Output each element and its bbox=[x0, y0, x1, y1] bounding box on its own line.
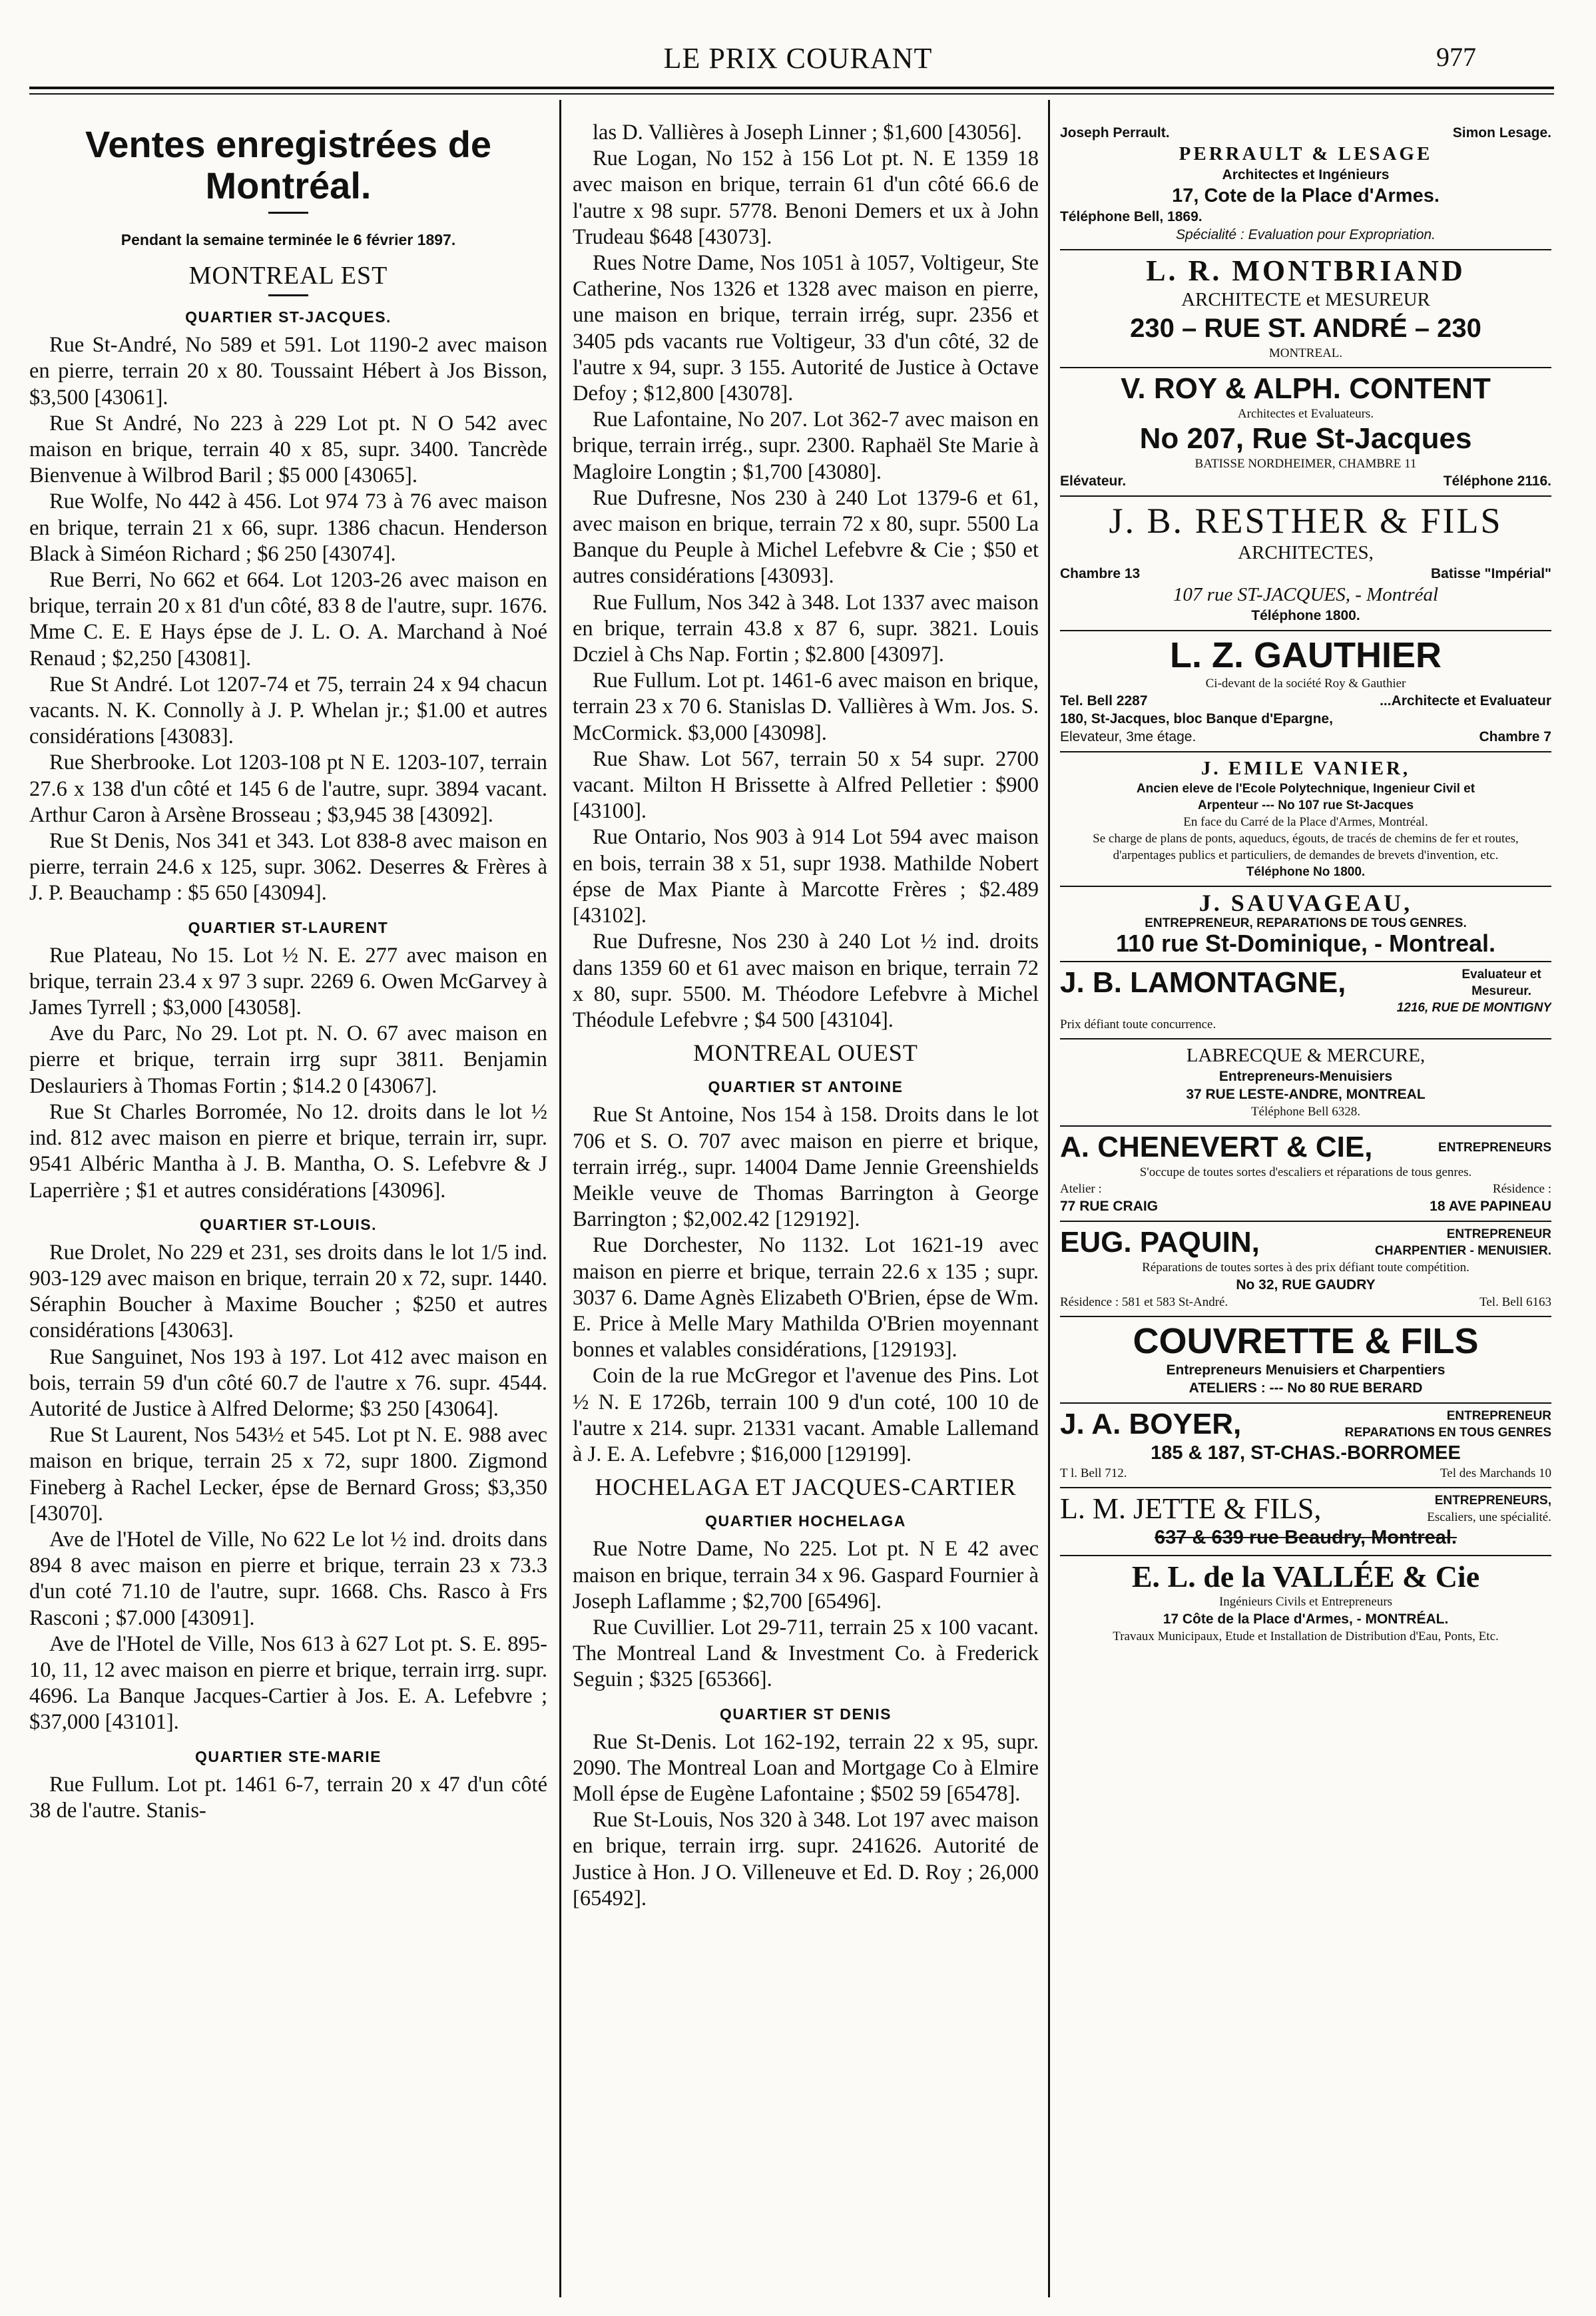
section-subtitle: Pendant la semaine terminée le 6 février 1897. bbox=[121, 231, 456, 248]
running-header: LE PRIX COURANT bbox=[663, 42, 933, 75]
ad-firm-name: LABRECQUE & MERCURE, bbox=[1186, 1045, 1426, 1066]
sale-entry: Rue Shaw. Lot 567, terrain 50 x 54 supr. 2700 vacant. Milton H Brissette à Alfred Pelletier : $900 [43100]. bbox=[573, 746, 1039, 824]
ad-profession: ARCHITECTES, bbox=[1238, 542, 1374, 563]
ad-chenevert bbox=[1060, 1127, 1551, 1222]
sale-entry: Rue Plateau, No 15. Lot ½ N. E. 277 avec maison en brique, terrain 23.4 x 97 3 supr. 2269 6. Owen McGarvey à James Tyrrell ; $3,000 [43058]. bbox=[29, 943, 547, 1020]
ad-profession: ...Architecte et Evaluateur bbox=[1380, 693, 1551, 709]
ad-firm-name: E. L. de la VALLÉE & Cie bbox=[1131, 1560, 1480, 1593]
ad-city: MONTREAL. bbox=[1268, 346, 1343, 360]
sale-entry: Rue Dufresne, Nos 230 à 240 Lot 1379-6 et 61, avec maison en brique, terrain 72 x 80, supr. 5500 La Banque du Peuple à Michel Lefebvre & Cie ; $50 et autres considérations [43093]. bbox=[573, 485, 1039, 589]
ad-note: Ci-devant de la société Roy & Gauthier bbox=[1205, 677, 1406, 691]
ad-profession: CHARPENTIER - MENUISIER. bbox=[1375, 1244, 1551, 1258]
sale-entry: Rue Dorchester, No 1132. Lot 1621-19 avec maison en pierre et brique, terrain 22.6 x 135 ; supr. 3037 6. Dame Agnès Elizabeth O'Brien, épse de Wm. E. Price à Melle Mary Mathilda O'Brien moyennant bonnes et valables considérations, [129193]. bbox=[573, 1233, 1039, 1362]
ad-profession: REPARATIONS EN TOUS GENRES bbox=[1344, 1426, 1551, 1440]
sale-entry: Rue Wolfe, No 442 à 456. Lot 974 73 à 76 avec maison en brique, terrain 21 x 66, supr. 1386 chacun. Henderson Black à Siméon Richard ; $6 250 [43074]. bbox=[29, 489, 547, 566]
ad-paquin bbox=[1060, 1222, 1551, 1317]
ad-boyer bbox=[1060, 1404, 1551, 1488]
sale-entry: las D. Vallières à Joseph Linner ; $1,600 [43056]. bbox=[593, 121, 1022, 145]
quarter-heading: QUARTIER ST-LAURENT bbox=[188, 918, 389, 936]
ad-profession: ENTREPRENEUR, REPARATIONS DE TOUS GENRES. bbox=[1145, 916, 1467, 930]
ad-phone: Tel. Bell 2287 bbox=[1060, 693, 1148, 709]
ad-chamber: Chambre 13 bbox=[1060, 566, 1141, 581]
ad-address: 110 rue St-Dominique, - Montreal. bbox=[1115, 930, 1496, 957]
ad-gauthier bbox=[1060, 631, 1551, 752]
ad-address: 17 Côte de la Place d'Armes, - MONTRÉAL. bbox=[1163, 1611, 1449, 1627]
ad-profession: ENTREPRENEURS bbox=[1438, 1140, 1551, 1155]
ad-profession: Ingénieurs Civils et Entrepreneurs bbox=[1218, 1595, 1393, 1609]
ad-profession: Entrepreneurs-Menuisiers bbox=[1218, 1069, 1393, 1084]
ad-firm-name: J. A. BOYER, bbox=[1060, 1408, 1242, 1440]
ad-address: 185 & 187, ST-CHAS.-BORROMEE bbox=[1151, 1442, 1461, 1464]
sale-entry: Rue Fullum, Nos 342 à 348. Lot 1337 avec maison en brique, terrain 43.8 x 87 6, supr. 3821. Louis Dcziel à Chs Nap. Fortin ; $2.800 [43097]. bbox=[573, 590, 1039, 667]
ad-profession: ENTREPRENEUR bbox=[1446, 1409, 1551, 1423]
ad-phone: Tel. Bell 6163 bbox=[1479, 1295, 1551, 1309]
ad-elevator: Elevateur, 3me étage. bbox=[1060, 729, 1197, 744]
ad-firm-name: J. B. RESTHER & FILS bbox=[1109, 501, 1503, 541]
ad-jette bbox=[1060, 1488, 1551, 1556]
ad-profession: ARCHITECTE et MESUREUR bbox=[1181, 289, 1430, 310]
ad-address: 637 & 639 rue Beaudry, Montreal. bbox=[1155, 1527, 1457, 1548]
short-rule bbox=[268, 212, 308, 214]
ad-residence: Résidence : 581 et 583 St-André. bbox=[1060, 1295, 1228, 1309]
ad-profession: Architectes et Ingénieurs bbox=[1222, 167, 1390, 182]
ad-address: 230 – RUE ST. ANDRÉ – 230 bbox=[1130, 314, 1481, 343]
quarter-heading: QUARTIER STE-MARIE bbox=[195, 1747, 382, 1765]
ad-partner-name: Joseph Perrault. bbox=[1060, 125, 1170, 141]
ad-firm-name: J. B. LAMONTAGNE, bbox=[1060, 966, 1346, 999]
ad-firm-name: A. CHENEVERT & CIE, bbox=[1060, 1131, 1373, 1163]
header-rule bbox=[29, 87, 1554, 89]
column-divider bbox=[1048, 100, 1050, 2297]
ad-labrecque-mercure bbox=[1060, 1039, 1551, 1127]
ad-firm-name: J. EMILE VANIER, bbox=[1200, 758, 1411, 779]
ad-firm-name: PERRAULT & LESAGE bbox=[1179, 143, 1433, 164]
sale-entry: Rue St-André, No 589 et 591. Lot 1190-2 avec maison en pierre, terrain 20 x 80. Toussaint Hébert à Jos Bisson, $3,500 [43061]. bbox=[29, 333, 547, 410]
section-title: Ventes enregistrées de Montréal. bbox=[85, 123, 492, 206]
sale-entry: Rue Sherbrooke. Lot 1203-108 pt N E. 1203-107, terrain 27.6 x 138 d'un côté et 145 6 de l'autre, supr. 3894 vacant. Arthur Caron à Arsène Brosseau ; $3,945 38 [43092]. bbox=[29, 750, 547, 827]
ad-phone: Téléphone No 1800. bbox=[1246, 865, 1366, 879]
ad-vanier bbox=[1060, 752, 1551, 887]
ad-montbriand bbox=[1060, 250, 1551, 368]
ad-firm-name: V. ROY & ALPH. CONTENT bbox=[1121, 372, 1491, 405]
ad-credentials: Ancien eleve de l'Ecole Polytechnique, Ingenieur Civil et bbox=[1136, 782, 1475, 796]
ad-location: En face du Carré de la Place d'Armes, Montréal. bbox=[1183, 815, 1428, 829]
ad-firm-name: J. SAUVAGEAU, bbox=[1198, 890, 1413, 916]
district-heading: MONTREAL OUEST bbox=[693, 1039, 918, 1067]
ad-phone: T l. Bell 712. bbox=[1060, 1466, 1127, 1480]
sale-entry: Rue St Antoine, Nos 154 à 158. Droits dans le lot 706 et S. O. 707 avec maison en pierre et brique, terrain irrég., supr. 14004 Dame Jennie Greenshields Meikle veuve de Thomas Barrington à George Barrington ; $2,002.42 [129192]. bbox=[573, 1103, 1039, 1232]
district-heading: HOCHELAGA ET JACQUES-CARTIER bbox=[595, 1474, 1017, 1501]
ad-specialty: Escaliers, une spécialité. bbox=[1427, 1510, 1551, 1524]
quarter-heading: QUARTIER ST-JACQUES. bbox=[185, 308, 392, 326]
quarter-heading: QUARTIER ST ANTOINE bbox=[708, 1078, 904, 1096]
ad-address: 37 RUE LESTE-ANDRE, MONTREAL bbox=[1186, 1087, 1426, 1102]
ad-building: BATISSE NORDHEIMER, CHAMBRE 11 bbox=[1195, 457, 1417, 471]
ad-building: Batisse "Impérial" bbox=[1431, 566, 1551, 581]
ad-address: No 32, RUE GAUDRY bbox=[1236, 1277, 1376, 1293]
ad-chamber: Chambre 7 bbox=[1479, 729, 1551, 744]
sale-entry: Rue Ontario, Nos 903 à 914 Lot 594 avec maison en bois, terrain 38 x 51, supr 1938. Mathilde Nobert épse de Max Piante à Marcotte Frères ; $2.489 [43102]. bbox=[573, 825, 1039, 928]
sale-entry: Rue St André, No 223 à 229 Lot pt. N O 542 avec maison en brique, terrain 40 x 85, supr. 3400. Tancrède Bienvenue à Wilbrod Baril ; $5 000 [43065]. bbox=[29, 411, 547, 488]
ad-phone: Téléphone 2116. bbox=[1443, 473, 1551, 489]
ad-address: 180, St-Jacques, bloc Banque d'Epargne, bbox=[1060, 711, 1333, 726]
ad-phone: Téléphone Bell, 1869. bbox=[1060, 209, 1202, 224]
ad-vallee bbox=[1060, 1556, 1551, 1650]
ad-roy-content bbox=[1060, 368, 1551, 497]
ad-address: 107 rue ST-JACQUES, - Montréal bbox=[1173, 584, 1439, 605]
ad-sauvageau bbox=[1060, 887, 1551, 962]
header-rule-thin bbox=[29, 93, 1554, 95]
ad-firm-name: L. Z. GAUTHIER bbox=[1170, 635, 1442, 675]
ad-phone: Téléphone Bell 6328. bbox=[1250, 1105, 1361, 1119]
ad-firm-name: L. R. MONTBRIAND bbox=[1146, 254, 1465, 287]
sales-column-2 bbox=[573, 120, 1039, 2297]
ad-profession: ENTREPRENEUR bbox=[1446, 1227, 1551, 1241]
ad-address: No 207, Rue St-Jacques bbox=[1139, 422, 1472, 455]
sale-entry: Rue St Charles Borromée, No 12. droits dans le lot ½ ind. 812 avec maison en pierre et brique, terrain irr, supr. 9541 Albéric Mantha à J. B. Mantha, O. S. Lefebvre & J Laperrière ; $1 et autres considérations [43096]. bbox=[29, 1099, 547, 1203]
ad-specialty: Spécialité : Evaluation pour Expropriation. bbox=[1176, 227, 1436, 242]
ad-prices: Prix défiant toute concurrence. bbox=[1060, 1017, 1216, 1031]
sale-entry: Rue Berri, No 662 et 664. Lot 1203-26 avec maison en brique, terrain 20 x 81 d'un côté, 83 8 de l'autre, supr. 1676. Mme C. E. E Hays épse de J. L. O. A. Marchand à Noé Renaud ; $2,250 [43081]. bbox=[29, 568, 547, 671]
ad-profession: Entrepreneurs Menuisiers et Charpentiers bbox=[1166, 1362, 1446, 1378]
quarter-heading: QUARTIER ST DENIS bbox=[719, 1705, 892, 1723]
ad-perrault-lesage bbox=[1060, 120, 1551, 250]
sale-entry: Ave de l'Hotel de Ville, No 622 Le lot ½ ind. droits dans 894 8 avec maison en pierre et brique, terrain 23 x 73.3 d'un coté 71.10 de l'autre, supr. 1668. Chs. Rasco à Frs Rasconi ; $7.000 [43091]. bbox=[29, 1527, 547, 1630]
quarter-heading: QUARTIER HOCHELAGA bbox=[705, 1512, 906, 1530]
ad-firm-name: L. M. JETTE & FILS, bbox=[1060, 1492, 1322, 1525]
sale-entry: Rue Lafontaine, No 207. Lot 362-7 avec maison en brique, terrain irrég., supr. 2300. Raphaël Ste Marie à Magloire Longtin ; $1,700 [43080]. bbox=[573, 408, 1039, 484]
sale-entry: Ave du Parc, No 29. Lot pt. N. O. 67 avec maison en pierre et brique, terrain irrg supr 3811. Benjamin Deslauriers à Thomas Fortin ; $14.2 0 [43067]. bbox=[29, 1021, 547, 1098]
ad-label: Résidence : bbox=[1492, 1182, 1551, 1196]
ad-partner-name: Simon Lesage. bbox=[1452, 125, 1551, 141]
short-rule bbox=[268, 294, 308, 296]
sale-entry: Rue Dufresne, Nos 230 à 240 Lot ½ ind. droits dans 1359 60 et 61 avec maison en brique, terrain 72 x 80, supr. 5500. M. Théodore Lefebvre à Michel Théodule Lefebvre ; $4 500 [43104]. bbox=[573, 930, 1039, 1032]
ad-workshop: 77 RUE CRAIG bbox=[1060, 1199, 1159, 1214]
ad-services: Réparations de toutes sortes à des prix défiant toute compétition. bbox=[1142, 1261, 1469, 1275]
ad-phone: Tel des Marchands 10 bbox=[1440, 1466, 1551, 1480]
sale-entry: Rue Drolet, No 229 et 231, ses droits dans le lot 1/5 ind. 903-129 avec maison en brique, terrain 20 x 72, supr. 1440. Séraphin Boucher à Maxime Boucher ; $250 et autres considérations [43063]. bbox=[29, 1240, 547, 1343]
district-heading: MONTREAL EST bbox=[188, 262, 388, 290]
ad-services: Travaux Municipaux, Etude et Installation de Distribution d'Eau, Ponts, Etc. bbox=[1113, 1629, 1499, 1643]
ad-residence: 18 AVE PAPINEAU bbox=[1430, 1199, 1551, 1214]
ad-elevator: Elévateur. bbox=[1060, 473, 1127, 489]
sale-entry: Rue Fullum. Lot pt. 1461 6-7, terrain 20 x 47 d'un côté 38 de l'autre. Stanis- bbox=[29, 1772, 547, 1823]
ad-lamontagne bbox=[1060, 962, 1551, 1039]
ad-address: 17, Cote de la Place d'Armes. bbox=[1172, 185, 1440, 206]
page-number: 977 bbox=[1436, 42, 1476, 72]
ad-services: S'occupe de toutes sortes d'escaliers et réparations de tous genres. bbox=[1139, 1165, 1472, 1179]
ad-address: ATELIERS : --- No 80 RUE BERARD bbox=[1189, 1380, 1423, 1396]
advertisement-column bbox=[1060, 120, 1551, 2297]
sale-entry: Rue Sanguinet, Nos 193 à 197. Lot 412 avec maison en bois, terrain 59 d'un côté 60.7 de l'autre x 76. supr. 4544. Autorité de Justice à Alfred Delorme; $3 250 [43064]. bbox=[29, 1344, 547, 1421]
sales-column-1 bbox=[29, 120, 547, 2297]
sale-entry: Rue St Denis, Nos 341 et 343. Lot 838-8 avec maison en pierre, terrain 24.6 x 125, supr. 3062. Deserres & Frères à J. P. Beauchamp : $5 650 [43094]. bbox=[29, 829, 547, 906]
ad-address: 1216, RUE DE MONTIGNY bbox=[1396, 1001, 1551, 1015]
ad-resther bbox=[1060, 497, 1551, 631]
ad-phone: Téléphone 1800. bbox=[1251, 608, 1360, 623]
sale-entry: Rue St Laurent, Nos 543½ et 545. Lot pt N. E. 988 avec maison en brique, terrain 25 x 72, supr 1800. Zigmond Fineberg à Rachel Lecker, épse de Bernard Gross; $3,350 [43070]. bbox=[29, 1423, 547, 1526]
sale-entry: Ave de l'Hotel de Ville, Nos 613 à 627 Lot pt. S. E. 895-10, 11, 12 avec maison en pierre et brique, terrain irrg. supr. 4696. La Banque Jacques-Cartier à Jos. E. A. Lefebvre ; $37,000 [43101]. bbox=[29, 1631, 547, 1735]
sale-entry: Rues Notre Dame, Nos 1051 à 1057, Voltigeur, Ste Catherine, Nos 1326 et 1328 avec maison en pierre, une maison en brique, terrain irrég, supr. 2356 et 3405 pds vacants rue Voltigeur, 33 d'un côté, 32 de l'autre x 94, supr. 3 155. Autorité de Justice à Octave Defoy ; $12,800 [43078]. bbox=[573, 251, 1039, 406]
ad-firm-name: COUVRETTE & FILS bbox=[1133, 1321, 1479, 1361]
sale-entry: Rue Fullum. Lot pt. 1461-6 avec maison en brique, terrain 23 x 70 6. Stanislas D. Vallières à Wm. Jos. S. McCormick. $3,000 [43098]. bbox=[573, 669, 1039, 745]
ad-profession: ENTREPRENEURS, bbox=[1434, 1494, 1551, 1508]
sale-entry: Rue St-Louis, Nos 320 à 348. Lot 197 avec maison en brique, terrain irrg. supr. 241626. Autorité de Justice à Hon. J O. Villeneuve et Ed. D. Roy ; 26,000 [65492]. bbox=[573, 1808, 1039, 1910]
ad-firm-name: EUG. PAQUIN, bbox=[1060, 1226, 1260, 1259]
sale-entry: Rue St André. Lot 1207-74 et 75, terrain 24 x 94 chacun vacants. N. K. Connolly à J. P. Whelan jr.; $1.00 et autres considérations [43083]. bbox=[29, 672, 547, 749]
sale-entry: Coin de la rue McGregor et l'avenue des Pins. Lot ½ N. E 1726b, terrain 100 9 d'un coté, 100 10 de l'autre x 214. supr. 21331 vacant. Amable Lallemand à J. E. A. Lefebvre ; $16,000 [129199]. bbox=[573, 1364, 1039, 1466]
sale-entry: Rue Cuvillier. Lot 29-711, terrain 25 x 100 vacant. The Montreal Land & Investment Co. à Frederick Seguin ; $325 [65366]. bbox=[573, 1615, 1039, 1692]
ad-label: Atelier : bbox=[1060, 1182, 1102, 1196]
ad-profession: Architectes et Evaluateurs. bbox=[1237, 407, 1374, 421]
quarter-heading: QUARTIER ST-LOUIS. bbox=[200, 1215, 377, 1233]
sale-entry: Rue Logan, No 152 à 156 Lot pt. N. E 1359 18 avec maison en brique, terrain 61 d'un côté 66.6 de l'autre x 98 supr. 5778. Benoni Demers et ux à John Trudeau $648 [43073]. bbox=[573, 146, 1039, 249]
column-divider bbox=[559, 100, 561, 2297]
ad-profession: Evaluateur et Mesureur. bbox=[1462, 968, 1541, 998]
ad-services: Se charge de plans de ponts, aqueducs, égouts, de tracés de chemins de fer et routes, d'arpentages publics et particuliers, de demandes de brevets d'invention, etc. bbox=[1093, 832, 1519, 862]
ad-couvrette bbox=[1060, 1317, 1551, 1404]
ad-address: Arpenteur --- No 107 rue St-Jacques bbox=[1197, 798, 1414, 812]
sale-entry: Rue Notre Dame, No 225. Lot pt. N E 42 avec maison en brique, terrain 34 x 96. Gaspard Fournier à Joseph Laflamme ; $2,700 [65496]. bbox=[573, 1537, 1039, 1613]
sale-entry: Rue St-Denis. Lot 162-192, terrain 22 x 95, supr. 2090. The Montreal Loan and Mortgage Co à Elmire Moll épse de Eugène Lafontaine ; $502 59 [65478]. bbox=[573, 1729, 1039, 1806]
